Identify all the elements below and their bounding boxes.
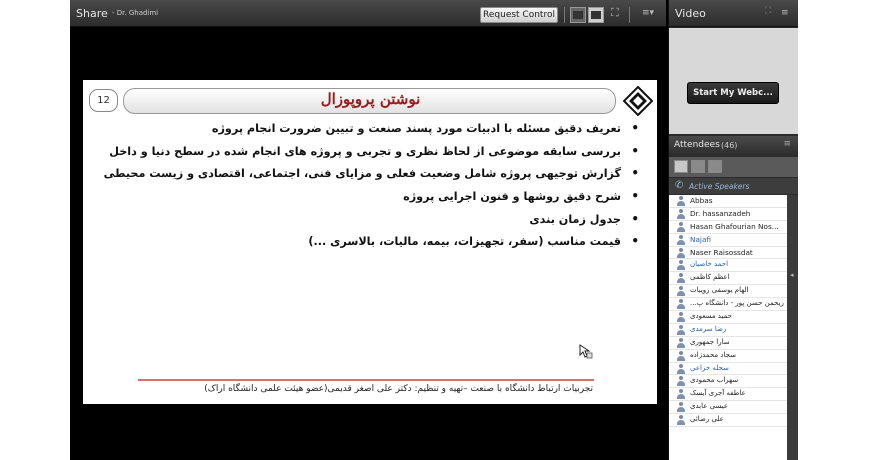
attendees-pod-header: [669, 136, 798, 156]
attendees-count: (46): [721, 141, 738, 150]
attendee-name: سجاد محمدزاده: [690, 350, 736, 359]
presentation-slide: [83, 80, 657, 404]
attendee-name: سحله خزاعی: [690, 363, 729, 372]
sort-icon[interactable]: [708, 160, 722, 173]
attendee-row[interactable]: [669, 350, 787, 363]
user-icon: [676, 235, 686, 245]
fullscreen-icon[interactable]: ⛶: [611, 6, 619, 19]
attendee-name: Hasan Ghafourian Nos...: [690, 221, 779, 231]
attendee-row[interactable]: [669, 285, 787, 298]
attendee-name: الهام یوسفی رویبات: [690, 286, 749, 295]
attendees-title: Attendees: [674, 140, 720, 150]
user-icon: [676, 286, 686, 296]
slide-title-bar: [123, 88, 616, 114]
menu-icon[interactable]: ≡: [781, 8, 789, 18]
scroll-arrow-icon[interactable]: ◂: [790, 271, 794, 279]
user-icon: [676, 338, 686, 348]
request-control-button[interactable]: Request Control: [480, 7, 558, 23]
presenter-name: - Dr. Ghadimi: [112, 9, 159, 17]
attendee-row[interactable]: [669, 208, 787, 221]
list-view-icon[interactable]: [674, 160, 688, 173]
attendee-row[interactable]: [669, 221, 787, 234]
menu-icon[interactable]: ≡: [783, 139, 791, 149]
attendee-row[interactable]: [669, 195, 787, 208]
university-logo-icon: [623, 86, 653, 116]
header-separator: [629, 7, 630, 23]
attendee-row[interactable]: [669, 234, 787, 247]
start-webcam-button[interactable]: Start My Webc...: [687, 82, 779, 104]
grid-view-icon[interactable]: [691, 160, 705, 173]
slide-bullet: • بررسی سابقه موضوعی از لحاظ نظری و تجربی و پروژه های انجام شده در سطح دنیا و داخل: [103, 145, 643, 158]
active-speakers-label: Active Speakers: [689, 182, 750, 191]
attendee-name: عیسی عابدی: [690, 402, 729, 411]
user-icon: [676, 415, 686, 425]
user-icon: [676, 273, 686, 283]
attendee-name: Najafi: [690, 234, 712, 244]
share-pod-header: [70, 0, 666, 27]
attendee-name: احمد خاصیان: [690, 260, 729, 269]
attendee-row[interactable]: [669, 363, 787, 376]
slide-number: 12: [89, 89, 118, 112]
attendee-name: حمید مسعودی: [690, 312, 732, 321]
attendee-row[interactable]: [669, 324, 787, 337]
attendee-list: [669, 195, 787, 460]
video-pod-header: [669, 0, 798, 27]
slide-bullet: • شرح دقیق روشها و فنون اجرایی پروژه: [103, 190, 643, 203]
attendee-name: Abbas: [690, 196, 713, 205]
slide-bullet: • جدول زمان بندی: [103, 213, 643, 226]
attendee-row[interactable]: [669, 298, 787, 311]
slide-footer-divider: [138, 379, 594, 381]
presenter-cursor-icon: [579, 344, 593, 360]
user-icon: [676, 299, 686, 309]
video-area: [669, 28, 798, 134]
attendee-name: سهراب محمودی: [690, 376, 739, 385]
attendee-row[interactable]: [669, 247, 787, 260]
user-icon: [676, 209, 686, 219]
user-icon: [676, 376, 686, 386]
connect-meeting-window: [70, 0, 798, 460]
share-pod: [70, 0, 666, 460]
fullscreen-icon[interactable]: ⛶: [765, 6, 772, 16]
attendee-row[interactable]: [669, 375, 787, 388]
user-icon: [676, 248, 686, 258]
user-icon: [676, 260, 686, 270]
phone-icon: ✆: [675, 180, 684, 191]
attendee-row[interactable]: [669, 414, 787, 427]
user-icon: [676, 196, 686, 206]
user-icon: [676, 364, 686, 374]
user-icon: [676, 312, 686, 322]
slide-bullet: • گزارش توجیهی پروژه شامل وضعیت فعلی و مزایای فنی، اجتماعی، اقتصادی و زیست محیطی: [103, 167, 643, 180]
menu-icon[interactable]: ≡▾: [642, 8, 655, 18]
attendee-name: علی رضائی: [690, 415, 724, 424]
attendee-row[interactable]: [669, 259, 787, 272]
slide-bullet-list: [103, 122, 643, 258]
attendee-name: رضا سرمدی: [690, 324, 727, 333]
attendee-name: اعظم کاظمی: [690, 273, 730, 282]
attendee-row[interactable]: [669, 272, 787, 285]
slide-bullet: • قیمت مناسب (سفر، تجهیزات، بیمه، مالیات، بالاسری ...): [103, 235, 643, 248]
right-column: [668, 0, 798, 460]
attendee-row[interactable]: [669, 337, 787, 350]
attendees-toolbar: [669, 157, 798, 177]
attendee-name: ریحمن حسن پور - دانشگاه پ...: [690, 299, 784, 308]
slide-title: نوشتن پروپوزال: [320, 90, 421, 108]
attendee-list-scrollbar[interactable]: [787, 195, 798, 460]
user-icon: [676, 351, 686, 361]
header-separator: [564, 7, 565, 23]
slide-footer: تجربیات ارتباط دانشگاه با صنعت –تهیه و تنظیم: دکتر علی اصغر قدیمی(عضو هیئت علمی دانشگاه اراک): [204, 384, 593, 394]
layout-normal-icon[interactable]: [570, 7, 586, 23]
attendee-row[interactable]: [669, 388, 787, 401]
layout-wide-icon[interactable]: [588, 7, 604, 23]
user-icon: [676, 389, 686, 399]
attendee-row[interactable]: [669, 311, 787, 324]
attendee-name: Naser Raisossdat: [690, 247, 753, 257]
user-icon: [676, 402, 686, 412]
user-icon: [676, 325, 686, 335]
share-pod-title: Share: [76, 7, 108, 20]
active-speakers-bar: [669, 178, 798, 194]
attendee-name: سارا جمهوری: [690, 337, 730, 346]
attendee-name: Dr. hassanzadeh: [690, 208, 751, 218]
attendee-row[interactable]: [669, 401, 787, 414]
user-icon: [676, 222, 686, 232]
video-pod-title: Video: [675, 7, 706, 20]
attendee-name: عاطفه آجری آیسک: [690, 389, 746, 398]
slide-bullet: • تعریف دقیق مسئله با ادبیات مورد پسند صنعت و تبیین ضرورت انجام پروژه: [103, 122, 643, 135]
